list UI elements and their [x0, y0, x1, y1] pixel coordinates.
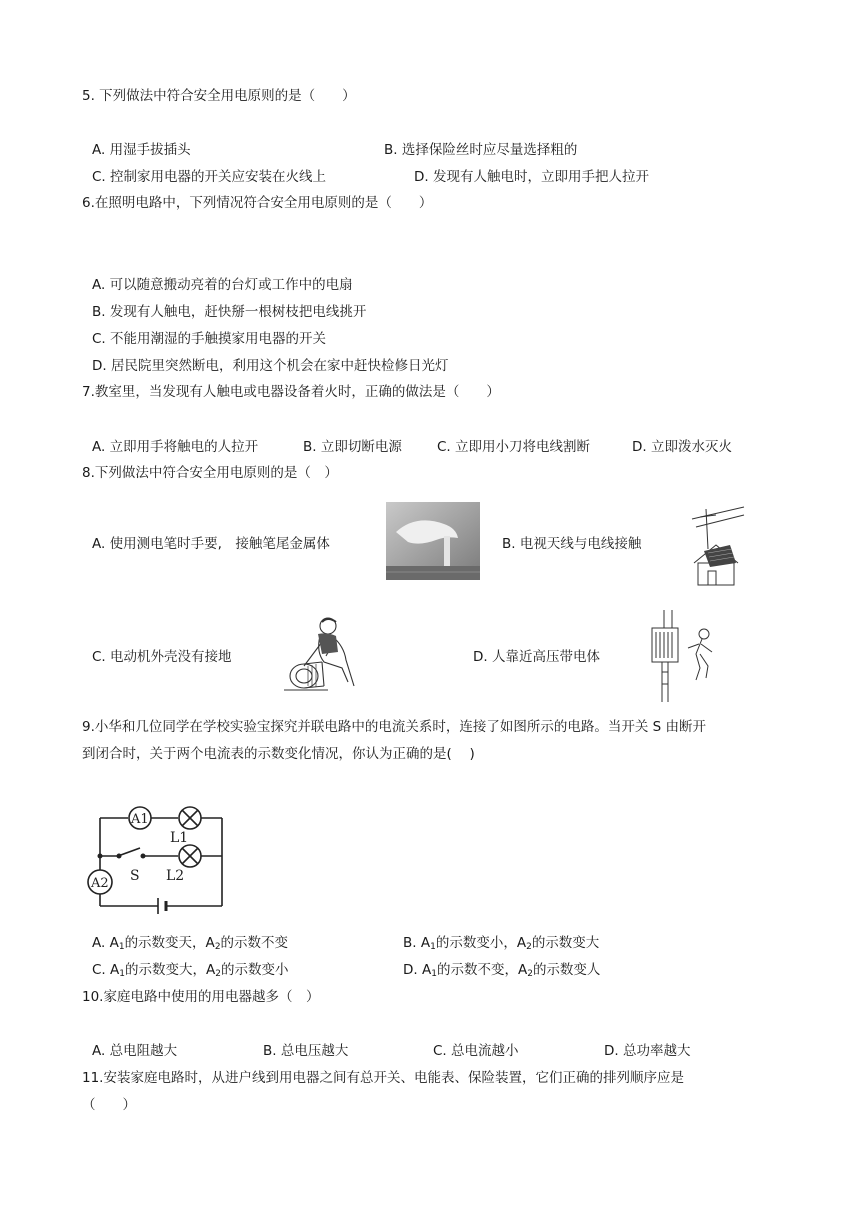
question-6-stem: 6.在照明电路中，下列情况符合安全用电原则的是（ ） — [82, 195, 433, 211]
question-7-option-b: B. 立即切断电源 — [303, 439, 402, 455]
question-8-stem: 8.下列做法中符合安全用电原则的是（ ） — [82, 465, 338, 481]
question-7-option-d: D. 立即泼水灭火 — [632, 439, 732, 455]
test-pen-photo-illustration — [386, 502, 480, 580]
question-9-option-c: C. $A_1$的示数变大，$A_2$的示数变小 — [92, 962, 289, 979]
lamp-l1-label: L1 — [170, 830, 189, 846]
question-7-option-c: C. 立即用小刀将电线割断 — [437, 439, 591, 455]
high-voltage-illustration — [642, 608, 720, 704]
question-10-stem: 10.家庭电路中使用的用电器越多（ ） — [82, 989, 320, 1005]
question-9-option-b: B. $A_1$的示数变小，$A_2$的示数变大 — [403, 935, 600, 952]
question-9-option-d: D. $A_1$的示数不变，$A_2$的示数变人 — [403, 962, 601, 979]
question-8-option-b: B. 电视天线与电线接触 — [502, 536, 642, 552]
question-7-stem: 7.教室里，当发现有人触电或电器设备着火时，正确的做法是（ ） — [82, 384, 500, 400]
question-10-option-c: C. 总电流越小 — [433, 1043, 519, 1059]
question-9-stem-line-2: 到闭合时，关于两个电流表的示数变化情况，你认为正确的是( ) — [82, 746, 475, 762]
question-6-option-a: A. 可以随意搬动亮着的台灯或工作中的电扇 — [92, 277, 353, 293]
house-antenna-illustration — [686, 505, 748, 587]
question-5-option-a: A. 用湿手拔插头 — [92, 142, 191, 158]
question-5-option-c: C. 控制家用电器的开关应安装在火线上 — [92, 169, 327, 185]
motor-worker-illustration — [282, 612, 368, 694]
ammeter-a1-label: A1 — [131, 812, 149, 827]
question-9-stem-line-1: 9.小华和几位同学在学校实验宝探究并联电路中的电流关系时，连接了如图所示的电路。当开关 S 由断开 — [82, 719, 707, 735]
question-6-option-b: B. 发现有人触电，赶快掰一根树枝把电线挑开 — [92, 304, 367, 320]
parallel-circuit-diagram — [84, 800, 234, 918]
lamp-l2-label: L2 — [166, 868, 185, 884]
question-9-option-a: A. $A_1$的示数变天，$A_2$的示数不变 — [92, 935, 289, 952]
question-8-option-d: D. 人靠近高压带电体 — [473, 649, 600, 665]
question-10-option-d: D. 总功率越大 — [604, 1043, 691, 1059]
question-6-option-d: D. 居民院里突然断电，利用这个机会在家中赶快检修日光灯 — [92, 358, 449, 374]
question-8-option-a: A. 使用测电笔时手要, 接触笔尾金属体 — [92, 536, 330, 552]
question-11-stem-line-2: （ ） — [82, 1097, 136, 1113]
question-10-option-b: B. 总电压越大 — [263, 1043, 349, 1059]
question-10-option-a: A. 总电阻越大 — [92, 1043, 178, 1059]
question-6-option-c: C. 不能用潮湿的手触摸家用电器的开关 — [92, 331, 327, 347]
question-11-stem-line-1: 11.安装家庭电路时，从进户线到用电器之间有总开关、电能表、保险装置，它们正确的排列顺序应是 — [82, 1070, 684, 1086]
question-7-option-a: A. 立即用手将触电的人拉开 — [92, 439, 259, 455]
question-5-option-b: B. 选择保险丝时应尽量选择粗的 — [384, 142, 578, 158]
question-8-option-c: C. 电动机外壳没有接地 — [92, 649, 232, 665]
ammeter-a2-label: A2 — [91, 876, 109, 891]
question-5-option-d: D. 发现有人触电时，立即用手把人拉开 — [414, 169, 649, 185]
question-5-stem: 5. 下列做法中符合安全用电原则的是（ ） — [82, 88, 356, 104]
switch-s-label: S — [130, 868, 140, 884]
